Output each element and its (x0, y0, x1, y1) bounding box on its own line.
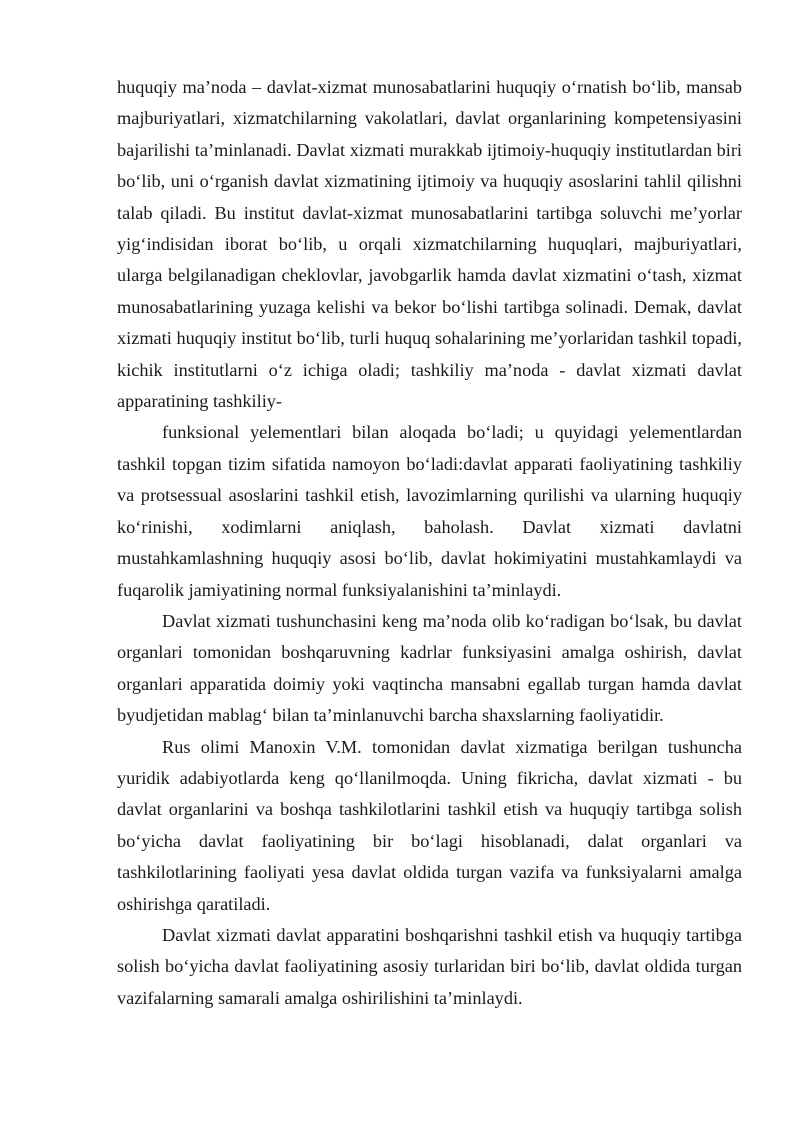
paragraph-3: Davlat xizmati tushunchasini keng ma’noda olib ko‘radigan bo‘lsak, bu davlat organlari tomonidan boshqaruvning kadrlar funksiyasini amalga oshirish, davlat organlari apparatida doimiy yoki vaqtincha mansabni egallab turgan hamda davlat byudjetidan mablag‘ bilan ta’minlanuvchi barcha shaxslarning faoliyatidir. (117, 610, 742, 726)
paragraph-4: Rus olimi Manoxin V.M. tomonidan davlat xizmatiga berilgan tushuncha yuridik adabiyotlarda keng qo‘llanilmoqda. Uning fikricha, davlat xizmati - bu davlat organlarini va boshqa tashkilotlarini tashkil etish va huquqiy tartibga solish bo‘yicha davlat faoliyatining bir bo‘lagi hisoblanadi, dalat organlari va tashkilotlarining faoliyati yesa davlat oldida turgan vazifa va funksiyalarni amalga oshirishga qaratiladi. (117, 736, 742, 914)
paragraph-5: Davlat xizmati davlat apparatini boshqarishni tashkil etish va huquqiy tartibga solish bo‘yicha davlat faoliyatining asosiy turlaridan biri bo‘lib, davlat oldida turgan vazifalarning samarali amalga oshirilishini ta’minlaydi. (117, 924, 742, 1008)
paragraph-1: huquqiy ma’noda – davlat-xizmat munosabatlarini huquqiy o‘rnatish bo‘lib, mansab majburiyatlari, xizmatchilarning vakolatlari, davlat organlarining kompetensiyasini bajarilishi ta’minlanadi. Davlat xizmati murakkab ijtimoiy-huquqiy institutlardan biri bo‘lib, uni o‘rganish davlat xizmatining ijtimoiy va huquqiy asoslarini tahlil qilishni talab qiladi. Bu institut davlat-xizmat munosabatlarini tartibga soluvchi me’yorlar yig‘indisidan iborat bo‘lib, u orqali xizmatchilarning huquqlari, majburiyatlari, ularga belgilanadigan cheklovlar, javobgarlik hamda davlat xizmatini o‘tash, xizmat munosabatlarining yuzaga kelishi va bekor bo‘lishi tartibga solinadi. Demak, davlat xizmati huquqiy institut bo‘lib, turli huquq sohalarining me’yorlaridan tashkil topadi, kichik institutlarni o‘z ichiga oladi; tashkiliy ma’noda - davlat xizmati davlat apparatining tashkiliy- (117, 77, 742, 412)
document-page (117, 72, 742, 1014)
paragraph-2: funksional yelementlari bilan aloqada bo‘ladi; u quyidagi yelementlardan tashkil topgan tizim sifatida namoyon bo‘ladi:davlat apparati faoliyatining tashkiliy va protsessual asoslarini tashkil etish, lavozimlarning qurilishi va ularning huquqiy ko‘rinishi, xodimlarni aniqlash, baholash. Davlat xizmati davlatni mustahkamlashning huquqiy asosi bo‘lib, davlat hokimiyatini mustahkamlaydi va fuqarolik jamiyatining normal funksiyalanishini ta’minlaydi. (117, 422, 742, 600)
